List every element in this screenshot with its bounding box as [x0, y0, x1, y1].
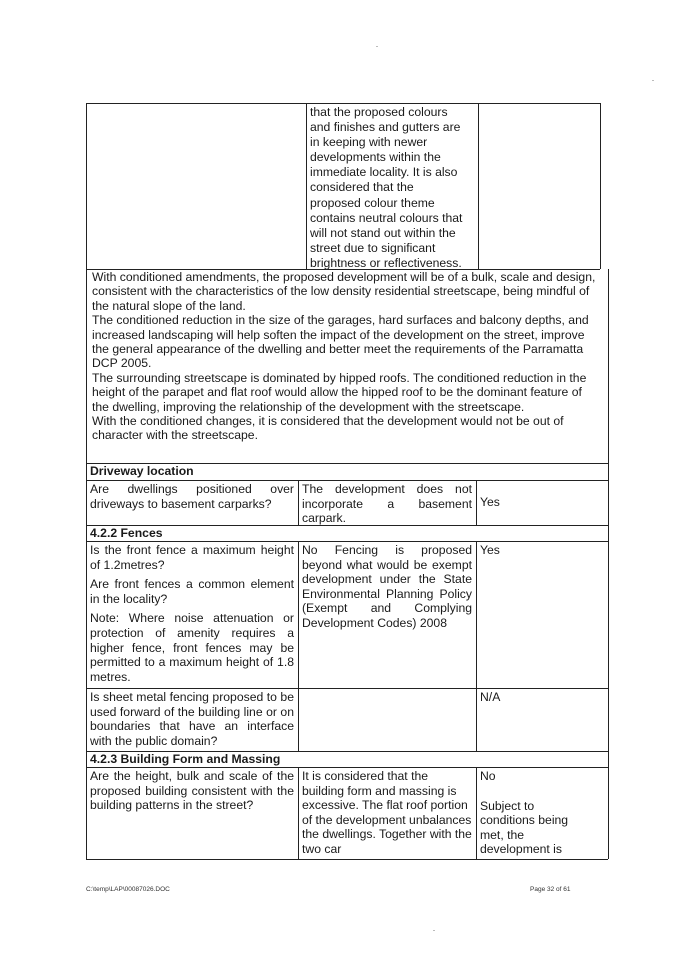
- building-form-compliance-no: No: [480, 769, 496, 783]
- colours-comment-line: will not stand out within the: [310, 225, 456, 240]
- sheet-metal-comment: [298, 688, 476, 751]
- sheet-metal-question: Is sheet metal fencing proposed to be used forward of the building line or on boundaries that have an interface with the public domain?: [90, 690, 294, 748]
- summary-paragraph: With the conditioned changes, it is considered that the development would not be out of character with the streetscape.: [92, 414, 564, 443]
- colours-comment-line: developments within the: [310, 150, 441, 165]
- colours-comment-line: contains neutral colours that: [310, 210, 463, 225]
- streetscape-summary: [88, 269, 606, 463]
- colours-criteria-cell: [86, 103, 306, 269]
- fences-note: Note: Where noise attenuation or protection of amenity requires a higher fence, front fences may be permitted to a maximum height of 1.8 metres.: [90, 611, 294, 684]
- colours-comment-cell: [306, 103, 478, 269]
- table-rule: [86, 103, 87, 859]
- colours-comment-line: that the proposed colours: [310, 105, 448, 119]
- table-rule: [86, 480, 608, 481]
- table-rule: [600, 103, 601, 269]
- table-rule: [306, 103, 307, 269]
- table-rule: [478, 103, 479, 269]
- building-form-heading: 4.2.3 Building Form and Massing: [90, 752, 281, 766]
- building-form-question: Are the height, bulk and scale of the proposed building consistent with the building patterns in the street?: [90, 769, 294, 813]
- driveway-question: Are dwellings positioned over driveways to basement carparks?: [90, 482, 294, 511]
- colours-comment-line: immediate locality. It is also: [310, 165, 458, 180]
- footer-page-number: Page 32 of 61: [530, 886, 571, 893]
- table-rule: [86, 859, 608, 860]
- table-rule: [86, 688, 608, 689]
- table-rule: [476, 767, 477, 859]
- table-rule: [86, 767, 608, 768]
- colours-comment-line: street due to significant: [310, 240, 436, 255]
- driveway-comment: The development does not incorporate a basement carpark.: [302, 482, 472, 525]
- colours-comment-line: considered that the: [310, 180, 414, 195]
- summary-paragraph: The surrounding streetscape is dominated by hipped roofs. The conditioned reduction in the height of the parapet and flat roof would allow the hipped roof to be the dominant feature of the dwelling, improving the relationship of the development with the streetscape.: [92, 370, 587, 414]
- fences-criteria-cell: [86, 541, 298, 688]
- colours-compliance-cell: [478, 103, 598, 269]
- table-rule: [86, 269, 600, 270]
- scan-speck: [376, 46, 378, 47]
- fences-question-height: Is the front fence a maximum height of 1.2metres?: [90, 543, 294, 572]
- sheet-metal-compliance: N/A: [480, 690, 501, 704]
- table-rule: [86, 751, 608, 752]
- table-rule: [476, 541, 477, 751]
- table-rule: [86, 541, 608, 542]
- colours-comment-line: proposed colour theme: [310, 195, 435, 210]
- table-rule: [86, 103, 600, 104]
- building-form-compliance-cell: [476, 767, 596, 859]
- fences-question-common: Are front fences a common element in the locality?: [90, 577, 294, 606]
- table-rule: [608, 269, 609, 859]
- fences-heading: 4.2.2 Fences: [90, 526, 163, 540]
- colours-comment-line: brightness or reflectiveness.: [310, 255, 462, 269]
- colours-comment-line: in keeping with newer: [310, 135, 428, 150]
- table-rule: [298, 767, 299, 859]
- summary-paragraph: The conditioned reduction in the size of the garages, hard surfaces and balcony depths, and increased landscaping will help soften the impact of the development on the street, improve the general appearance of the dwelling and better meet the requirements of the Parramatta DCP 2005.: [92, 313, 589, 371]
- building-form-compliance-note: Subject to conditions being met, the development is: [480, 798, 569, 857]
- building-form-comment: It is considered that the building form and massing is excessive. The flat roof portion of the development unbalances the dwellings. Together with the two car: [302, 769, 472, 856]
- driveway-compliance: Yes: [480, 495, 500, 509]
- scan-speck: [433, 930, 435, 931]
- footer-file-path: C:\temp\LAP\00087026.DOC: [86, 886, 170, 893]
- driveway-heading: Driveway location: [90, 464, 194, 478]
- table-rule: [298, 541, 299, 751]
- table-rule: [86, 463, 608, 464]
- fences-compliance: Yes: [480, 543, 500, 557]
- table-rule: [476, 480, 477, 525]
- table-rule: [86, 525, 608, 526]
- fences-comment: No Fencing is proposed beyond what would be exempt development under the State Environmental Planning Policy (Exempt and Complying Development Codes) 2008: [302, 543, 472, 630]
- table-rule: [298, 480, 299, 525]
- scan-speck: [652, 80, 654, 81]
- summary-paragraph: With conditioned amendments, the proposed development will be of a bulk, scale and design, consistent with the characteristics of the low density residential streetscape, being mindful of the natural slope of the land.: [92, 270, 596, 313]
- colours-comment-line: and finishes and gutters are: [310, 120, 461, 135]
